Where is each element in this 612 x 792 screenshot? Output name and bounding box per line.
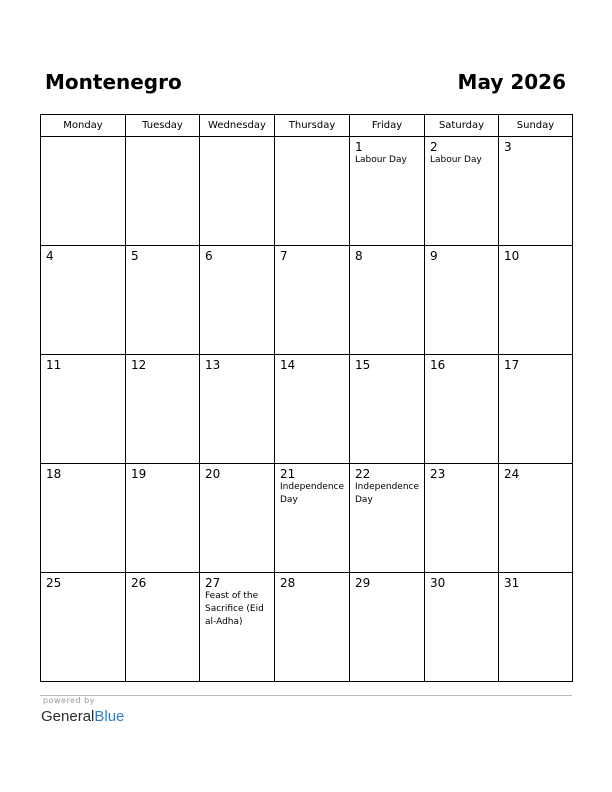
day-number: 6 <box>205 249 213 263</box>
day-cell <box>200 137 275 246</box>
day-cell <box>425 355 499 464</box>
country-title: Montenegro <box>45 70 182 94</box>
day-number: 18 <box>46 467 62 481</box>
day-cell <box>200 246 275 355</box>
day-cell <box>499 137 573 246</box>
weekday-header-row <box>41 115 573 137</box>
day-number: 28 <box>280 576 296 590</box>
day-number: 23 <box>430 467 446 481</box>
week-row-1 <box>41 137 573 246</box>
weekday-thursday: Thursday <box>275 115 350 137</box>
day-number: 11 <box>46 358 62 372</box>
day-cell <box>425 573 499 682</box>
day-cell <box>275 464 350 573</box>
day-cell <box>41 137 126 246</box>
day-cell <box>350 573 425 682</box>
day-cell <box>350 355 425 464</box>
day-number: 8 <box>355 249 363 263</box>
day-number: 24 <box>504 467 520 481</box>
calendar-grid <box>40 114 573 682</box>
day-cell <box>275 573 350 682</box>
day-number: 10 <box>504 249 520 263</box>
day-cell <box>425 137 499 246</box>
day-number: 1 <box>355 140 363 154</box>
day-number: 27 <box>205 576 221 590</box>
day-number: 17 <box>504 358 520 372</box>
day-cell <box>200 355 275 464</box>
day-cell <box>41 355 126 464</box>
day-cell <box>425 246 499 355</box>
day-cell <box>499 573 573 682</box>
week-row-2 <box>41 246 573 355</box>
day-number: 19 <box>131 467 147 481</box>
day-number: 16 <box>430 358 446 372</box>
day-number: 21 <box>280 467 296 481</box>
day-cell <box>275 246 350 355</box>
day-cell <box>126 246 200 355</box>
day-cell <box>425 464 499 573</box>
day-cell <box>275 137 350 246</box>
holiday-label: Independence Day <box>280 482 345 505</box>
day-number: 12 <box>131 358 147 372</box>
day-cell <box>499 464 573 573</box>
weekday-sunday: Sunday <box>499 115 573 137</box>
day-number: 9 <box>430 249 438 263</box>
day-cell <box>41 246 126 355</box>
weekday-saturday: Saturday <box>425 115 499 137</box>
day-cell <box>41 573 126 682</box>
weekday-monday: Monday <box>41 115 126 137</box>
day-number: 14 <box>280 358 296 372</box>
day-number: 29 <box>355 576 371 590</box>
calendar-header <box>45 70 566 100</box>
holiday-label: Labour Day <box>355 155 407 165</box>
day-cell <box>350 246 425 355</box>
day-number: 7 <box>280 249 288 263</box>
day-number: 3 <box>504 140 512 154</box>
weekday-friday: Friday <box>350 115 425 137</box>
holiday-label: Independence Day <box>355 482 420 505</box>
day-number: 25 <box>46 576 62 590</box>
day-number: 2 <box>430 140 438 154</box>
day-number: 5 <box>131 249 139 263</box>
weekday-wednesday: Wednesday <box>200 115 275 137</box>
day-cell <box>126 464 200 573</box>
week-row-3 <box>41 355 573 464</box>
powered-by-text: powered by <box>43 696 95 705</box>
day-cell <box>126 137 200 246</box>
weekday-tuesday: Tuesday <box>126 115 200 137</box>
week-row-5 <box>41 573 573 682</box>
day-cell <box>126 573 200 682</box>
brand-general-text: General <box>41 708 95 725</box>
holiday-label: Labour Day <box>430 155 482 165</box>
week-row-4 <box>41 464 573 573</box>
day-number: 4 <box>46 249 54 263</box>
day-cell <box>499 355 573 464</box>
day-number: 20 <box>205 467 221 481</box>
day-cell <box>350 137 425 246</box>
generalblue-logo[interactable] <box>41 708 124 725</box>
day-number: 31 <box>504 576 520 590</box>
day-number: 30 <box>430 576 446 590</box>
day-number: 15 <box>355 358 371 372</box>
day-cell <box>126 355 200 464</box>
day-cell <box>499 246 573 355</box>
footer-divider <box>40 695 572 696</box>
day-cell <box>41 464 126 573</box>
day-number: 26 <box>131 576 147 590</box>
day-cell <box>200 464 275 573</box>
day-number: 22 <box>355 467 371 481</box>
day-cell <box>200 573 275 682</box>
day-cell <box>275 355 350 464</box>
holiday-label: Feast of the Sacrifice (Eid al-Adha) <box>205 591 264 627</box>
brand-blue-text: Blue <box>94 708 125 725</box>
day-cell <box>350 464 425 573</box>
month-year-title: May 2026 <box>457 70 566 94</box>
day-number: 13 <box>205 358 221 372</box>
footer <box>40 695 572 735</box>
